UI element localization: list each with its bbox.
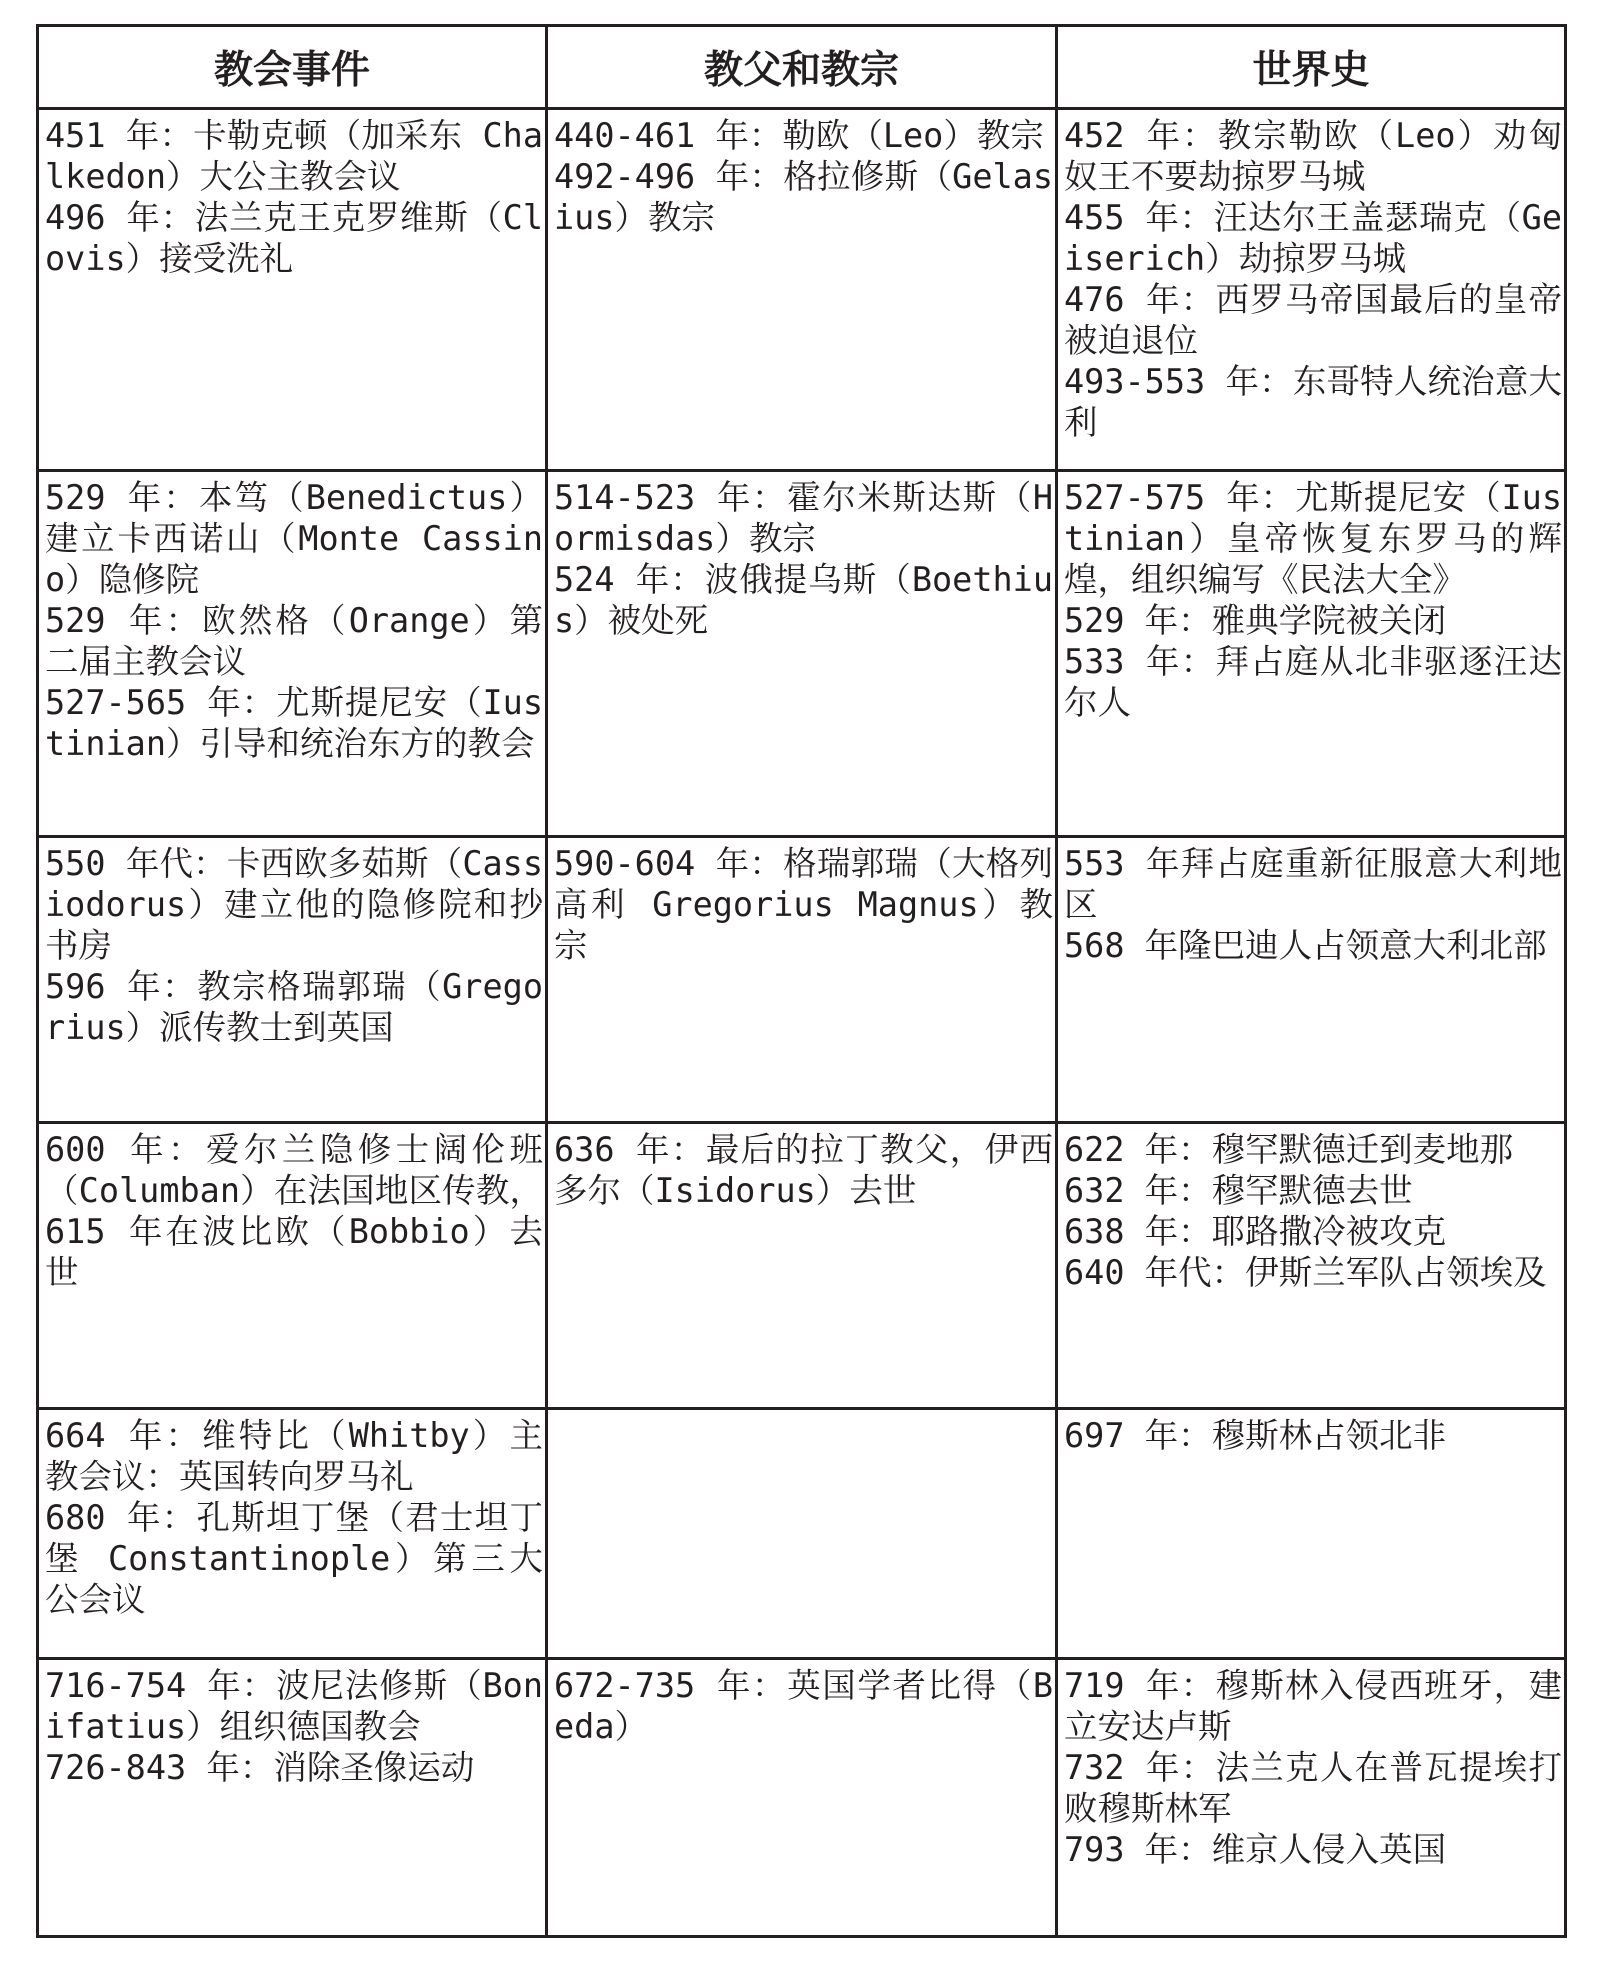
cell-world-history — [1057, 109, 1566, 471]
header-church-events: 教会事件 — [38, 26, 547, 109]
entry: 451 年：卡勒克顿（加采东 Chalkedon）大公主教会议 — [45, 116, 543, 196]
table-row — [38, 1409, 1566, 1659]
cell-world-history — [1057, 837, 1566, 1123]
cell-world-history — [1057, 1659, 1566, 1937]
entry: 596 年：教宗格瑞郭瑞（Gregorius）派传教士到英国 — [45, 967, 543, 1047]
cell-world-history — [1057, 1409, 1566, 1659]
table-row — [38, 471, 1566, 837]
cell-church-events — [38, 471, 547, 837]
cell-fathers-popes — [547, 837, 1057, 1123]
cell-fathers-popes — [547, 1659, 1057, 1937]
timeline-table — [36, 24, 1567, 1938]
entry: 636 年：最后的拉丁教父，伊西多尔（Isidorus）去世 — [554, 1130, 1053, 1210]
entry: 640 年代：伊斯兰军队占领埃及 — [1064, 1253, 1547, 1292]
header-row — [38, 26, 1566, 109]
cell-church-events — [38, 109, 547, 471]
entry: 622 年：穆罕默德迁到麦地那 — [1064, 1130, 1514, 1169]
entry: 719 年：穆斯林入侵西班牙，建立安达卢斯 — [1064, 1666, 1562, 1746]
cell-church-events — [38, 1409, 547, 1659]
table-row — [38, 109, 1566, 471]
cell-world-history — [1057, 1123, 1566, 1409]
entry: 638 年：耶路撒冷被攻克 — [1064, 1212, 1447, 1251]
table-row — [38, 1659, 1566, 1937]
entry: 590-604 年：格瑞郭瑞（大格列高利 Gregorius Magnus）教宗 — [554, 844, 1053, 965]
entry: 680 年：孔斯坦丁堡（君士坦丁堡 Constantinople）第三大公会议 — [45, 1498, 543, 1619]
entry: 455 年：汪达尔王盖瑟瑞克（Geiserich）劫掠罗马城 — [1064, 198, 1562, 278]
entry: 533 年：拜占庭从北非驱逐汪达尔人 — [1064, 642, 1562, 722]
entry: 793 年：维京人侵入英国 — [1064, 1830, 1447, 1869]
entry: 492-496 年：格拉修斯（Gelasius）教宗 — [554, 157, 1053, 237]
cell-fathers-popes — [547, 1123, 1057, 1409]
entry: 568 年隆巴迪人占领意大利北部 — [1064, 926, 1547, 965]
entry: 529 年：本笃（Benedictus）建立卡西诺山（Monte Cassino）隐修院 — [45, 478, 543, 599]
entry: 726-843 年：消除圣像运动 — [45, 1748, 475, 1787]
entry: 527-565 年：尤斯提尼安（Iustinian）引导和统治东方的教会 — [45, 683, 543, 763]
cell-fathers-popes — [547, 109, 1057, 471]
entry: 716-754 年：波尼法修斯（Bonifatius）组织德国教会 — [45, 1666, 543, 1746]
entry: 529 年：雅典学院被关闭 — [1064, 601, 1447, 640]
entry: 440-461 年：勒欧（Leo）教宗 — [554, 116, 1044, 155]
header-fathers-popes: 教父和教宗 — [547, 26, 1057, 109]
entry: 632 年：穆罕默德去世 — [1064, 1171, 1413, 1210]
entry: 496 年：法兰克王克罗维斯（Clovis）接受洗礼 — [45, 198, 543, 278]
entry: 553 年拜占庭重新征服意大利地区 — [1064, 844, 1562, 924]
entry: 476 年：西罗马帝国最后的皇帝被迫退位 — [1064, 280, 1562, 360]
cell-fathers-popes — [547, 1409, 1057, 1659]
entry: 664 年：维特比（Whitby）主教会议：英国转向罗马礼 — [45, 1416, 543, 1496]
entry: 697 年：穆斯林占领北非 — [1064, 1416, 1447, 1455]
cell-church-events — [38, 1659, 547, 1937]
table-row — [38, 837, 1566, 1123]
entry: 732 年：法兰克人在普瓦提埃打败穆斯林军 — [1064, 1748, 1562, 1828]
cell-church-events — [38, 1123, 547, 1409]
header-world-history: 世界史 — [1057, 26, 1566, 109]
cell-fathers-popes — [547, 471, 1057, 837]
table-row — [38, 1123, 1566, 1409]
entry: 529 年：欧然格（Orange）第二届主教会议 — [45, 601, 543, 681]
entry: 550 年代：卡西欧多茹斯（Cassiodorus）建立他的隐修院和抄书房 — [45, 844, 543, 965]
entry: 493-553 年：东哥特人统治意大利 — [1064, 362, 1562, 442]
cell-world-history — [1057, 471, 1566, 837]
entry: 600 年：爱尔兰隐修士阔伦班（Columban）在法国地区传教，615 年在波比欧（Bobbio）去世 — [45, 1130, 543, 1292]
entry: 452 年：教宗勒欧（Leo）劝匈奴王不要劫掠罗马城 — [1064, 116, 1562, 196]
entry: 527-575 年：尤斯提尼安（Iustinian）皇帝恢复东罗马的辉煌，组织编写《民法大全》 — [1064, 478, 1562, 599]
entry: 672-735 年：英国学者比得（Beda） — [554, 1666, 1053, 1746]
entry: 524 年：波俄提乌斯（Boethius）被处死 — [554, 560, 1053, 640]
cell-church-events — [38, 837, 547, 1123]
entry: 514-523 年：霍尔米斯达斯（Hormisdas）教宗 — [554, 478, 1053, 558]
